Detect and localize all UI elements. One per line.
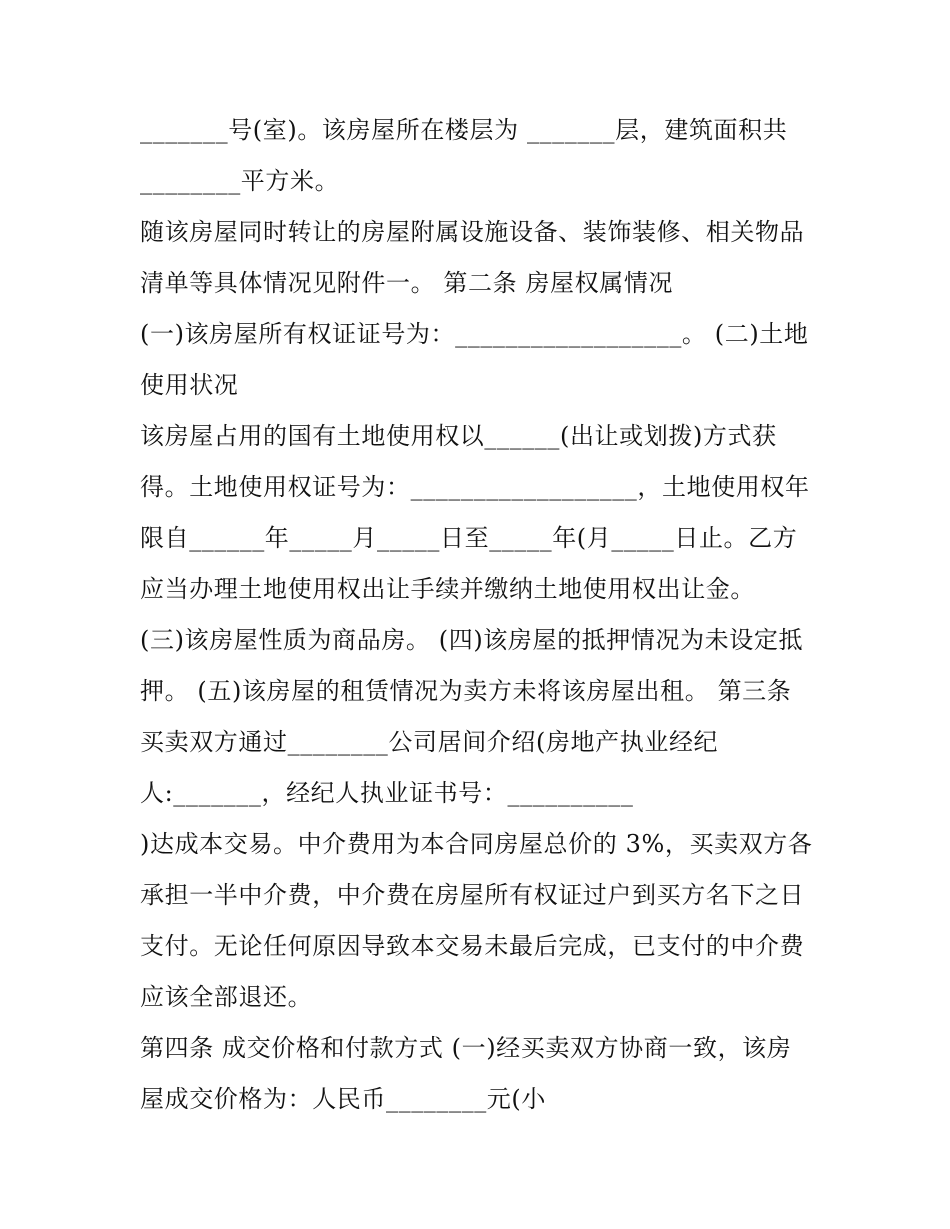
text-line: 屋成交价格为：人民币________元(小 xyxy=(140,1085,546,1113)
text-line: _______号(室)。该房屋所在楼层为 _______层，建筑面积共 xyxy=(140,116,788,144)
text-line: 人:_______，经纪人执业证书号：__________ xyxy=(140,779,634,807)
text-line: (一)该房屋所有权证证号为：__________________。 (二)土地 xyxy=(140,320,809,348)
text-line: 应当办理土地使用权出让手续并缴纳土地使用权出让金。 xyxy=(140,575,755,603)
text-line: 应该全部退还。 xyxy=(140,983,313,1011)
text-line: 使用状况 xyxy=(140,371,239,399)
text-line: )达成本交易。中介费用为本合同房屋总价的 3%，买卖双方各 xyxy=(140,830,813,858)
text-line: ________平方米。 xyxy=(140,167,340,195)
text-line: 得。土地使用权证号为：__________________，土地使用权年 xyxy=(140,473,810,501)
text-line: 清单等具体情况见附件一。 第二条 房屋权属情况 xyxy=(140,269,674,297)
text-line: 限自______年_____月_____日至_____年(月_____日止。乙方 xyxy=(140,524,798,552)
document-body xyxy=(140,105,820,1125)
text-line: 支付。无论任何原因导致本交易未最后完成，已支付的中介费 xyxy=(140,932,805,960)
text-line: (三)该房屋性质为商品房。 (四)该房屋的抵押情况为未设定抵 xyxy=(140,626,804,654)
text-line: 承担一半中介费，中介费在房屋所有权证过户到买方名下之日 xyxy=(140,881,805,909)
text-line: 押。 (五)该房屋的租赁情况为卖方未将该房屋出租。 第三条 xyxy=(140,677,792,705)
text-line: 随该房屋同时转让的房屋附属设施设备、装饰装修、相关物品 xyxy=(140,218,805,246)
text-line: 第四条 成交价格和付款方式 (一)经买卖双方协商一致，该房 xyxy=(140,1034,792,1062)
text-line: 买卖双方通过________公司居间介绍(房地产执业经纪 xyxy=(140,728,719,756)
text-line: 该房屋占用的国有土地使用权以______(出让或划拨)方式获 xyxy=(140,422,777,450)
